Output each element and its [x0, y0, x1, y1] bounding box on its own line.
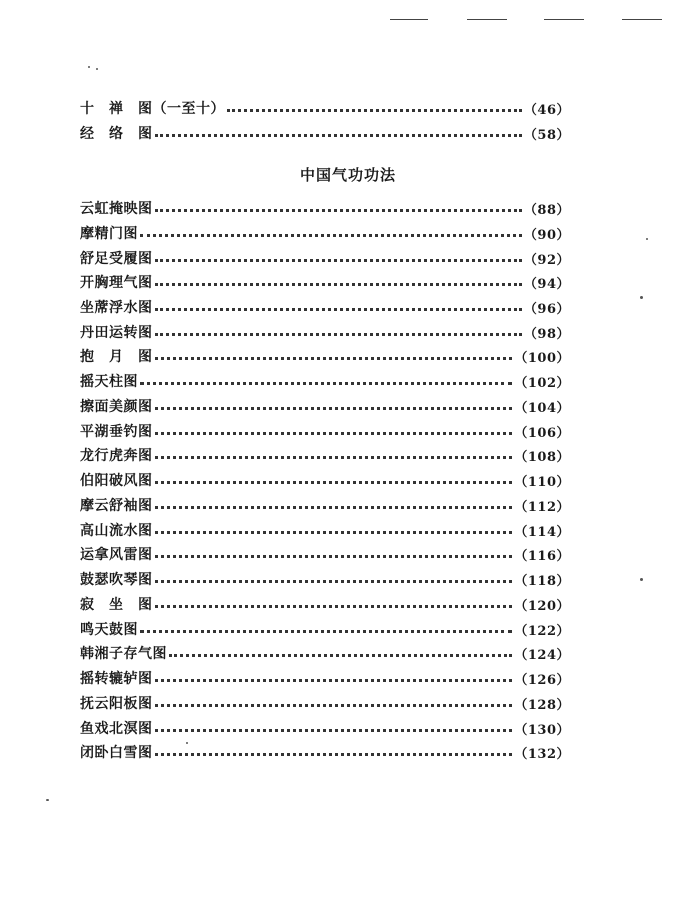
section-title: 中国气功功法 — [299, 166, 396, 184]
toc-entry-label: 闭卧白雪图 — [80, 745, 153, 761]
toc-entry-page: （58） — [523, 127, 570, 143]
toc-entry-page: （98） — [523, 326, 570, 342]
toc-entry — [80, 594, 570, 614]
toc-entry-label: 鼓瑟吹琴图 — [80, 572, 153, 588]
toc-entry-page: （100） — [514, 350, 570, 366]
toc-entry-page: （112） — [514, 499, 570, 515]
dot-leader — [169, 640, 512, 657]
toc-entry-label: 云虹掩映图 — [80, 201, 153, 217]
toc-entry — [80, 495, 570, 515]
toc-entry-label: 抚云阳板图 — [80, 696, 153, 712]
toc-entry-page: （120） — [514, 598, 570, 614]
toc-entry-page: （118） — [514, 573, 570, 589]
dot-leader — [155, 467, 513, 484]
dot-leader — [155, 269, 522, 286]
toc-entry-page: （90） — [523, 227, 570, 243]
toc-entry — [80, 569, 570, 589]
toc-entry-label: 寂 坐 图 — [80, 597, 153, 613]
toc-entry — [80, 346, 570, 366]
toc-entry-label: 开胸理气图 — [80, 275, 153, 291]
toc-entry-label: 十 禅 图（一至十） — [80, 101, 225, 117]
toc-entry-label: 摩云舒袖图 — [80, 498, 153, 514]
toc-entry — [80, 421, 570, 441]
toc-entry-page: （122） — [514, 623, 570, 639]
dot-leader — [155, 195, 522, 212]
dot-leader — [155, 715, 513, 732]
dot-leader — [140, 616, 512, 633]
dot-leader — [140, 220, 522, 237]
toc-entry — [80, 123, 570, 143]
dot-leader — [155, 591, 513, 608]
dot-leader — [140, 368, 512, 385]
toc-entry-label: 鱼戏北溟图 — [80, 721, 153, 737]
toc-entry-label: 经 络 图 — [80, 126, 153, 142]
dot-leader — [155, 418, 513, 435]
toc-entry — [80, 297, 570, 317]
toc-entry-label: 鸣天鼓图 — [80, 622, 138, 638]
toc-entry — [80, 98, 570, 118]
toc-entry-page: （116） — [514, 548, 570, 564]
toc-entry — [80, 223, 570, 243]
header-rule-4 — [622, 19, 662, 20]
toc-entry-label: 擦面美颜图 — [80, 399, 153, 415]
toc-entry-page: （46） — [523, 102, 570, 118]
toc-entry-label: 丹田运转图 — [80, 325, 153, 341]
dot-leader — [155, 739, 513, 756]
toc-entry — [80, 272, 570, 292]
toc-entry-page: （102） — [514, 375, 570, 391]
scan-speck — [640, 296, 643, 299]
toc-entry — [80, 693, 570, 713]
toc-entry-label: 高山流水图 — [80, 523, 153, 539]
toc-entry — [80, 742, 570, 762]
toc-entry-page: （96） — [523, 301, 570, 317]
toc-entry — [80, 520, 570, 540]
toc-entry — [80, 445, 570, 465]
dot-leader — [155, 294, 522, 311]
dot-leader — [155, 245, 522, 262]
toc-entry-page: （104） — [514, 400, 570, 416]
toc-entry — [80, 544, 570, 564]
toc-entry-page: （126） — [514, 672, 570, 688]
toc-entry-page: （88） — [523, 202, 570, 218]
toc-entry-label: 伯阳破风图 — [80, 473, 153, 489]
dot-leader — [155, 541, 513, 558]
toc-entry — [80, 643, 570, 663]
toc-entry-label: 舒足受履图 — [80, 251, 153, 267]
dot-leader — [155, 319, 522, 336]
header-rule-1 — [390, 19, 428, 20]
header-rule-3 — [544, 19, 584, 20]
scan-speck — [646, 238, 648, 240]
dot-leader — [155, 566, 513, 583]
toc-entry-page: （110） — [514, 474, 570, 490]
toc-entry-label: 坐蓆浮水图 — [80, 300, 153, 316]
toc-entry-page: （92） — [523, 252, 570, 268]
toc-entry-page: （108） — [514, 449, 570, 465]
toc-entry-label: 摩精门图 — [80, 226, 138, 242]
toc-entry — [80, 396, 570, 416]
toc-entry-page: （132） — [514, 746, 570, 762]
header-rule-2 — [467, 19, 507, 20]
scan-speck — [46, 799, 49, 801]
dot-leader — [155, 442, 513, 459]
toc-entry — [80, 198, 570, 218]
scan-speck — [96, 68, 98, 70]
toc-entry — [80, 668, 570, 688]
dot-leader — [155, 492, 513, 509]
toc-entry-page: （94） — [523, 276, 570, 292]
scan-speck — [640, 578, 643, 581]
toc-entry — [80, 619, 570, 639]
toc-entry-label: 龙行虎奔图 — [80, 448, 153, 464]
toc-entry-page: （114） — [514, 524, 570, 540]
toc-entry-page: （130） — [514, 722, 570, 738]
dot-leader — [155, 517, 513, 534]
dot-leader — [155, 343, 513, 360]
toc-entry-label: 抱 月 图 — [80, 349, 153, 365]
toc-entry-page: （106） — [514, 425, 570, 441]
scan-speck — [88, 66, 90, 68]
toc-entry — [80, 322, 570, 342]
toc-entry-label: 平湖垂钓图 — [80, 424, 153, 440]
toc-entry-label: 运拿风雷图 — [80, 547, 153, 563]
dot-leader — [155, 665, 513, 682]
dot-leader — [155, 690, 513, 707]
dot-leader — [227, 95, 522, 112]
toc-entry — [80, 248, 570, 268]
dot-leader — [155, 393, 513, 410]
toc-entry-label: 摇天柱图 — [80, 374, 138, 390]
dot-leader — [155, 120, 522, 137]
toc-entry-page: （124） — [514, 647, 570, 663]
toc-entry-label: 韩湘子存气图 — [80, 646, 167, 662]
toc-entry-label: 摇转辘轳图 — [80, 671, 153, 687]
toc-entry — [80, 371, 570, 391]
toc-entry — [80, 718, 570, 738]
toc-entry — [80, 470, 570, 490]
toc-entry-page: （128） — [514, 697, 570, 713]
